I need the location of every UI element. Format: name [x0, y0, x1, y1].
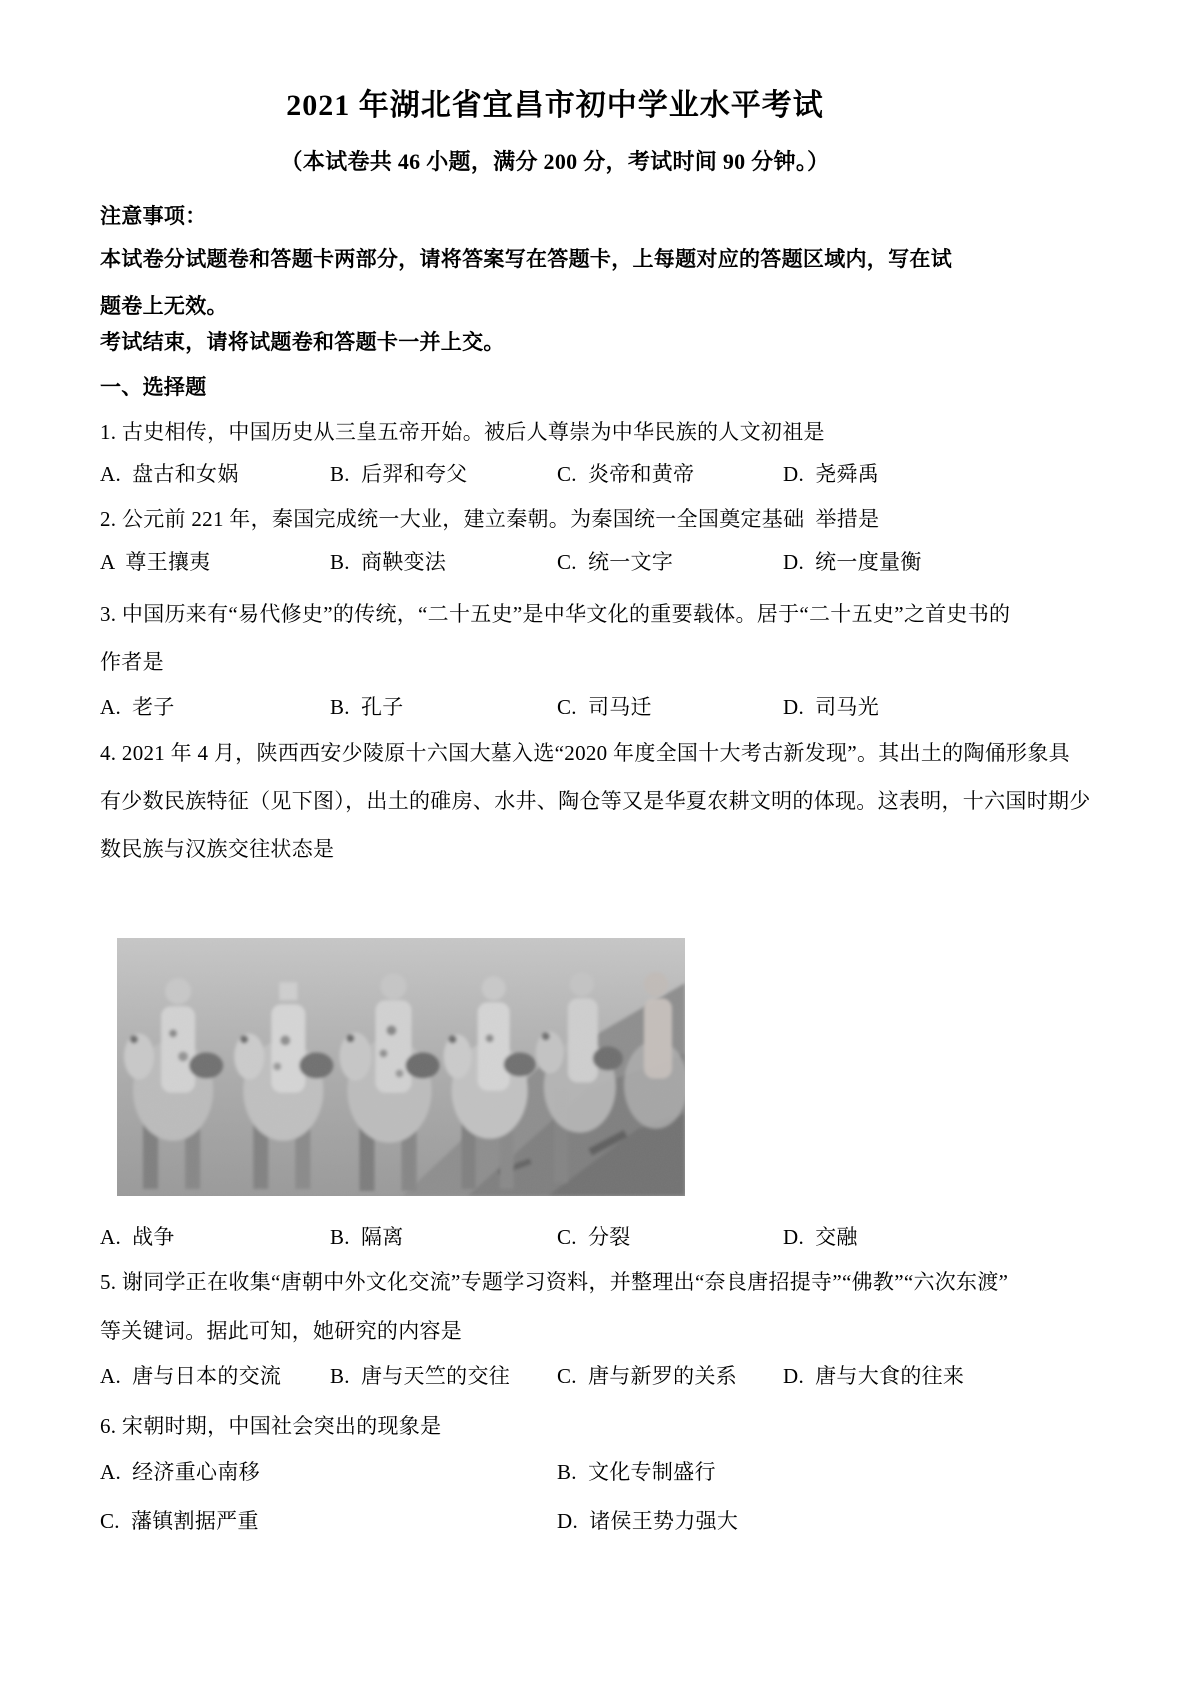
question-2-option-b: B. 商鞅变法	[330, 550, 447, 574]
notice-heading: 注意事项：	[100, 204, 207, 228]
section-heading: 一、选择题	[100, 375, 207, 399]
terracotta-cavalry-image	[117, 938, 685, 1196]
page-title: 2021 年湖北省宜昌市初中学业水平考试	[286, 89, 824, 122]
question-1-option-a: A. 盘古和女娲	[100, 462, 239, 486]
question-5-stem-line-2: 等关键词。据此可知，她研究的内容是	[100, 1319, 463, 1343]
figure-terracotta-cavalry-photo	[117, 938, 685, 1196]
question-6-options-row-1	[100, 1459, 1140, 1485]
question-1-options	[100, 461, 1140, 487]
question-3-stem-line-2: 作者是	[100, 650, 164, 674]
question-6-stem: 6. 宋朝时期，中国社会突出的现象是	[100, 1414, 442, 1438]
question-6-option-c: C. 藩镇割据严重	[100, 1509, 259, 1533]
question-3-options	[100, 694, 1140, 720]
question-4-stem-line-2: 有少数民族特征（见下图），出土的碓房、水井、陶仓等又是华夏农耕文明的体现。这表明，十六国时期少	[100, 789, 1091, 813]
question-3-option-d: D. 司马光	[783, 695, 880, 719]
question-5-options	[100, 1363, 1140, 1389]
question-1-option-c: C. 炎帝和黄帝	[557, 462, 695, 486]
question-6-option-b: B. 文化专制盛行	[557, 1460, 716, 1484]
question-1-stem: 1. 古史相传，中国历史从三皇五帝开始。被后人尊崇为中华民族的人文初祖是	[100, 420, 825, 444]
question-1-option-b: B. 后羿和夸父	[330, 462, 468, 486]
question-1-option-d: D. 尧舜禹	[783, 462, 880, 486]
question-2-stem: 2. 公元前 221 年，秦国完成统一大业，建立秦朝。为秦国统一全国奠定基础 举措是	[100, 507, 880, 531]
question-2-options	[100, 549, 1140, 575]
question-4-option-a: A. 战争	[100, 1225, 175, 1249]
question-2-option-a: A 尊王攘夷	[100, 550, 211, 574]
question-5-option-c: C. 唐与新罗的关系	[557, 1364, 738, 1388]
notice-line-3: 考试结束，请将试题卷和答题卡一并上交。	[100, 330, 505, 354]
question-3-option-c: C. 司马迁	[557, 695, 652, 719]
question-6-options-row-2	[100, 1508, 1140, 1534]
question-2-option-c: C. 统一文字	[557, 550, 674, 574]
notice-line-1: 本试卷分试题卷和答题卡两部分，请将答案写在答题卡，上每题对应的答题区域内，写在试	[100, 247, 952, 271]
question-3-option-b: B. 孔子	[330, 695, 404, 719]
page-subtitle: （本试卷共 46 小题，满分 200 分，考试时间 90 分钟。）	[280, 149, 830, 174]
question-6-option-d: D. 诸侯王势力强大	[557, 1509, 739, 1533]
question-3-stem-line-1: 3. 中国历来有“易代修史”的传统，“二十五史”是中华文化的重要载体。居于“二十五史”之首史书的	[100, 602, 1011, 626]
question-4-stem-line-1: 4. 2021 年 4 月，陕西西安少陵原十六国大墓入选“2020 年度全国十大考古新发现”。其出土的陶俑形象具	[100, 741, 1070, 765]
notice-line-2: 题卷上无效。	[100, 294, 228, 318]
question-5-option-a: A. 唐与日本的交流	[100, 1364, 282, 1388]
question-6-option-a: A. 经济重心南移	[100, 1460, 260, 1484]
question-5-option-b: B. 唐与天竺的交往	[330, 1364, 511, 1388]
question-2-option-d: D. 统一度量衡	[783, 550, 922, 574]
question-4-option-b: B. 隔离	[330, 1225, 404, 1249]
question-4-options	[100, 1224, 1140, 1250]
question-5-stem-line-1: 5. 谢同学正在收集“唐朝中外文化交流”专题学习资料，并整理出“奈良唐招提寺”“佛教”“六次东渡”	[100, 1270, 1009, 1294]
question-3-option-a: A. 老子	[100, 695, 175, 719]
question-4-stem-line-3: 数民族与汉族交往状态是	[100, 837, 335, 861]
question-5-option-d: D. 唐与大食的往来	[783, 1364, 965, 1388]
question-4-option-c: C. 分裂	[557, 1225, 631, 1249]
question-4-option-d: D. 交融	[783, 1225, 858, 1249]
